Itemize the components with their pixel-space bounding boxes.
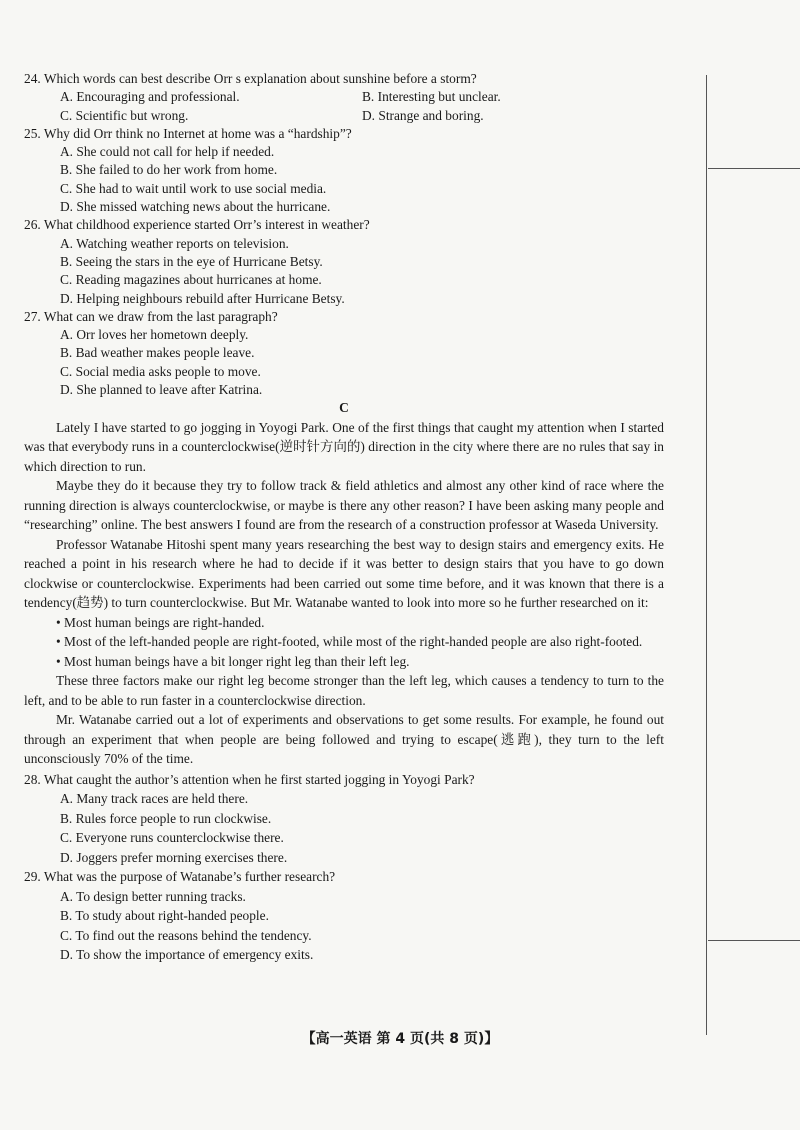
passage-paragraph: Mr. Watanabe carried out a lot of experiments and observations to get some results. For example, he found out through an experiment that when people are being followed and trying to escape(逃跑), they turn to the left unconsciously 70% of the time. — [24, 712, 664, 767]
reading-passage — [24, 418, 664, 769]
option-a: A. To design better running tracks. — [60, 888, 246, 904]
option-b: B. She failed to do her work from home. — [60, 162, 278, 178]
option-d: D. She missed watching news about the hurricane. — [60, 199, 331, 215]
option-b: B. Interesting but unclear. — [362, 89, 501, 105]
option-d: D. Joggers prefer morning exercises there. — [60, 849, 288, 865]
page-footer: 【高一英语 第 4 页(共 8 页)】 — [301, 1031, 499, 1047]
question-stem: 25. Why did Orr think no Internet at home was a “hardship”? — [24, 125, 352, 141]
option-a: A. She could not call for help if needed. — [60, 144, 275, 160]
question-stem: 26. What childhood experience started Orr’s interest in weather? — [24, 217, 370, 233]
option-d: D. To show the importance of emergency exits. — [60, 947, 314, 963]
option-a: A. Watching weather reports on television. — [60, 235, 289, 251]
passage-paragraph: Maybe they do it because they try to follow track & field athletics and almost any other kind of race where the running direction is always counterclockwise, or maybe is there any other reason? I have been asking many people and “researching” online. The best answers I found are from the research of a construction professor at Waseda University. — [24, 478, 664, 533]
option-c: C. Social media asks people to move. — [60, 363, 261, 379]
question-24 — [24, 70, 664, 125]
question-stem: 28. What caught the author’s attention when he first started jogging in Yoyogi Park? — [24, 771, 475, 787]
section-title: C — [339, 400, 349, 416]
page-content — [24, 70, 664, 965]
option-b: B. To study about right-handed people. — [60, 908, 269, 924]
option-a: A. Many track races are held there. — [60, 791, 249, 807]
option-b: B. Bad weather makes people leave. — [60, 345, 255, 361]
margin-line-vertical — [706, 75, 707, 1035]
question-28 — [24, 770, 664, 868]
question-26 — [24, 216, 664, 307]
margin-line-horizontal — [708, 940, 800, 941]
passage-paragraph: Lately I have started to go jogging in Yoyogi Park. One of the first things that caught my attention when I started was that everybody runs in a counterclockwise(逆时针方向的) direction in the city where there are no rules that say in which direction to run. — [24, 419, 664, 474]
option-c: C. Scientific but wrong. — [60, 107, 189, 123]
question-stem: 24. Which words can best describe Orr s explanation about sunshine before a storm? — [24, 71, 477, 86]
option-c: C. Reading magazines about hurricanes at home. — [60, 272, 322, 288]
question-stem: 27. What can we draw from the last paragraph? — [24, 308, 278, 324]
option-d: D. Helping neighbours rebuild after Hurricane Betsy. — [60, 290, 345, 306]
option-a: A. Orr loves her hometown deeply. — [60, 327, 249, 343]
passage-bullet: • Most of the left-handed people are right-footed, while most of the right-handed people are also right-footed. — [56, 634, 643, 650]
option-d: D. Strange and boring. — [362, 107, 484, 123]
passage-bullet: • Most human beings are right-handed. — [56, 614, 265, 630]
question-25 — [24, 125, 664, 216]
question-27 — [24, 308, 664, 399]
option-d: D. She planned to leave after Katrina. — [60, 382, 263, 398]
option-c: C. To find out the reasons behind the tendency. — [60, 927, 312, 943]
margin-line-horizontal — [708, 168, 800, 169]
option-c: C. She had to wait until work to use social media. — [60, 180, 327, 196]
option-b: B. Rules force people to run clockwise. — [60, 810, 272, 826]
passage-paragraph: These three factors make our right leg become stronger than the left leg, which causes a tendency to turn to the left, and to be able to run faster in a counterclockwise direction. — [24, 673, 664, 708]
option-c: C. Everyone runs counterclockwise there. — [60, 830, 284, 846]
passage-bullet: • Most human beings have a bit longer right leg than their left leg. — [56, 653, 410, 669]
option-a: A. Encouraging and professional. — [60, 89, 240, 105]
question-29 — [24, 867, 664, 965]
passage-paragraph: Professor Watanabe Hitoshi spent many years researching the best way to design stairs and emergency exits. He reached a point in his research where he had to decide if it was better to design stairs that you have to go down clockwise or counterclockwise. Experiments had been carried out some time before, and it was known that there is a tendency(趋势) to turn counterclockwise. But Mr. Watanabe wanted to look into more so he further researched on it: — [24, 536, 664, 611]
question-stem: 29. What was the purpose of Watanabe’s further research? — [24, 869, 336, 885]
option-b: B. Seeing the stars in the eye of Hurricane Betsy. — [60, 253, 323, 269]
